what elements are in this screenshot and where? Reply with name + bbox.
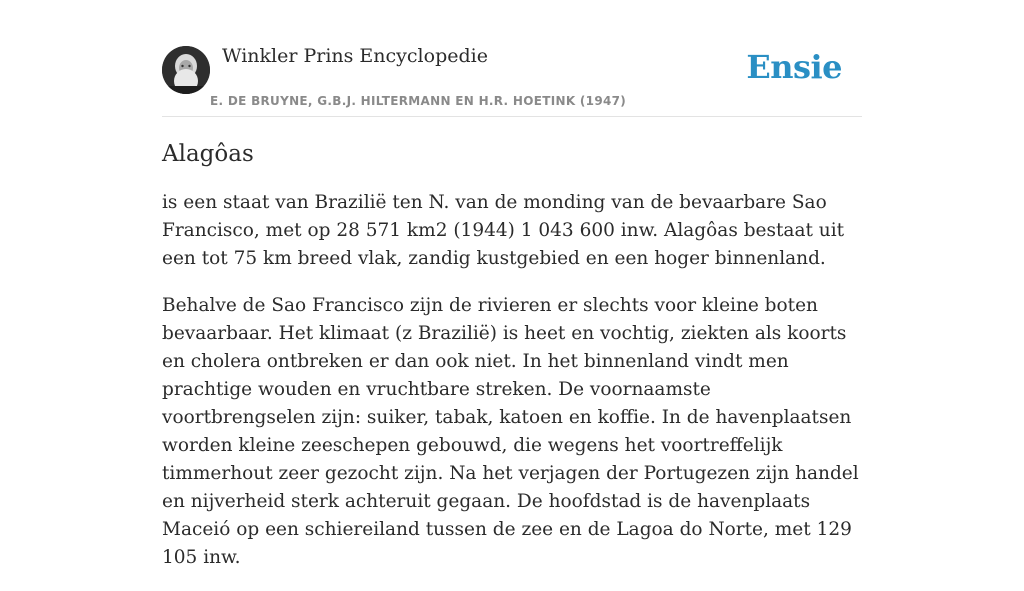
source-header — [162, 0, 862, 117]
article-body — [162, 189, 862, 572]
source-title[interactable]: Winkler Prins Encyclopedie — [222, 45, 488, 67]
author-avatar[interactable] — [162, 46, 210, 94]
ensie-logo[interactable]: Ensie — [746, 48, 842, 86]
source-authors: E. DE BRUYNE, G.B.J. HILTERMANN EN H.R. HOETINK (1947) — [210, 94, 627, 108]
page-container — [162, 0, 862, 591]
article-paragraph: Behalve de Sao Francisco zijn de rivieren er slechts voor kleine boten bevaarbaar. Het klimaat (z Brazilië) is heet en vochtig, ziekten als koorts en cholera ontbreken er dan ook niet. In het binnenland vindt men prachtige wouden en vruchtbare streken. De voornaamste voortbrengselen zijn: suiker, tabak, katoen en koffie. In de havenplaatsen worden kleine zeeschepen gebouwd, die wegens het voortreffelijk timmerhout zeer gezocht zijn. Na het verjagen der Portugezen zijn handel en nijverheid sterk achteruit gegaan. De hoofdstad is de havenplaats Maceió op een schiereiland tussen de zee en de Lagoa do Norte, met 129 105 inw. — [162, 295, 859, 568]
article-term: Alagôas — [162, 141, 254, 167]
article-paragraph: is een staat van Brazilië ten N. van de monding van de bevaarbare Sao Francisco, met op 28 571 km2 (1944) 1 043 600 inw. Alagôas bestaat uit een tot 75 km breed vlak, zandig kustgebied en een hoger binnenland. — [162, 192, 845, 269]
author-portrait-icon — [162, 46, 210, 94]
